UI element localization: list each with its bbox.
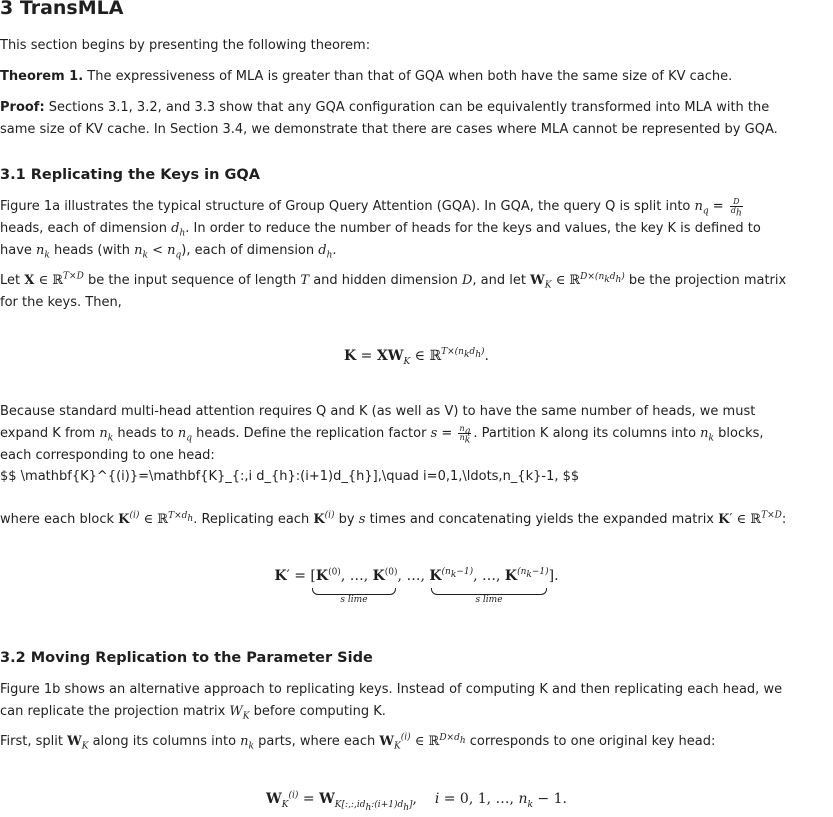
split-weights-paragraph: First, split $W_K$ along its columns into $n_k$ parts, where each $W_K^{(i)}$ ∈ ℝ$^{D\times d_h}$ corresponds to one original key head:	[0, 732, 716, 752]
parameter-side-paragraph: Figure 1b shows an alternative approach to replicating keys. Instead of computing K and then replicating each head, we can replicate the projection matrix $W_K$ before computing K.	[0, 682, 783, 722]
subsection-title-3-2: 3.2 Moving Replication to the Parameter Side	[0, 650, 373, 666]
key-projection-equation: $K = XW_K$ ∈ ℝ$^{T\times(n_kd_h)}$.	[344, 347, 489, 367]
theorem-text: The expressiveness of MLA is greater than that of GQA when both have the same size of KV cache.	[83, 69, 733, 84]
proof-label: Proof:	[0, 100, 45, 115]
theorem-paragraph	[0, 66, 790, 88]
expanded-matrix-equation: $K' = [K^{(0)}$, …, $K^{(0)}$ s lime , …, $K^{(n_k-1)}$, …, $K^{(n_k-1)}$ s lime ].	[274, 567, 559, 605]
proof-text: Sections 3.1, 3.2, and 3.3 show that any GQA configuration can be equivalently transformed into MLA with the same size of KV cache. In Section 3.4, we demonstrate that there are cases where MLA cannot be represented by GQA.	[0, 100, 778, 137]
gqa-paragraph: Figure 1a illustrates the typical structure of Group Query Attention (GQA). In GQA, the query Q is split into $n_q$ = $\frac{D}{d_h}$ heads, each of dimension $d_h$. In order to reduce the number of heads for the keys and values, the key K is defined to have $n_k$ heads (with $n_k < n_q$), each of dimension $d_h$.	[0, 197, 761, 261]
block-definition-paragraph: where each block $K^{(i)}$ ∈ ℝ$^{T\times d_h}$. Replicating each $K^{(i)}$ by s times and concatenating yields the expanded matrix K′ ∈ ℝ$^{T\times D}$:	[0, 510, 787, 527]
weight-split-equation: $W_K^{(i)} = W_{K[:,:,id_h:(i+1)d_h]}$, i = 0, 1, …, $n_k - 1$.	[266, 790, 567, 813]
subsection-title-3-1: 3.1 Replicating the Keys in GQA	[0, 167, 260, 183]
section-title: 3 TransMLA	[0, 0, 124, 19]
theorem-label: Theorem 1.	[0, 69, 84, 84]
proof-paragraph	[0, 97, 790, 141]
input-sequence-paragraph: Let X ∈ ℝ$^{T\times D}$ be the input sequence of length T and hidden dimension D, and let $W_K$ ∈ ℝ$^{D\times(n_kd_h)}$ be the projection matrix for the keys. Then,	[0, 271, 787, 310]
intro-paragraph: This section begins by presenting the following theorem:	[0, 38, 371, 53]
replication-factor-paragraph: Because standard multi-head attention requires Q and K (as well as V) to have the same number of heads, we must expand K from $n_k$ heads to $n_q$ heads. Define the replication factor s = $\frac{n_q}{n_k}$ . Partition K along its columns into $n_k$ blocks, each corresponding to one head:	[0, 404, 764, 463]
raw-latex-equation: $$ \mathbf{K}^{(i)}=\mathbf{K}_{:,i d_{h}:(i+1)d_{h}],\quad i=0,1,\ldots,n_{k}-1, $$	[0, 469, 580, 484]
